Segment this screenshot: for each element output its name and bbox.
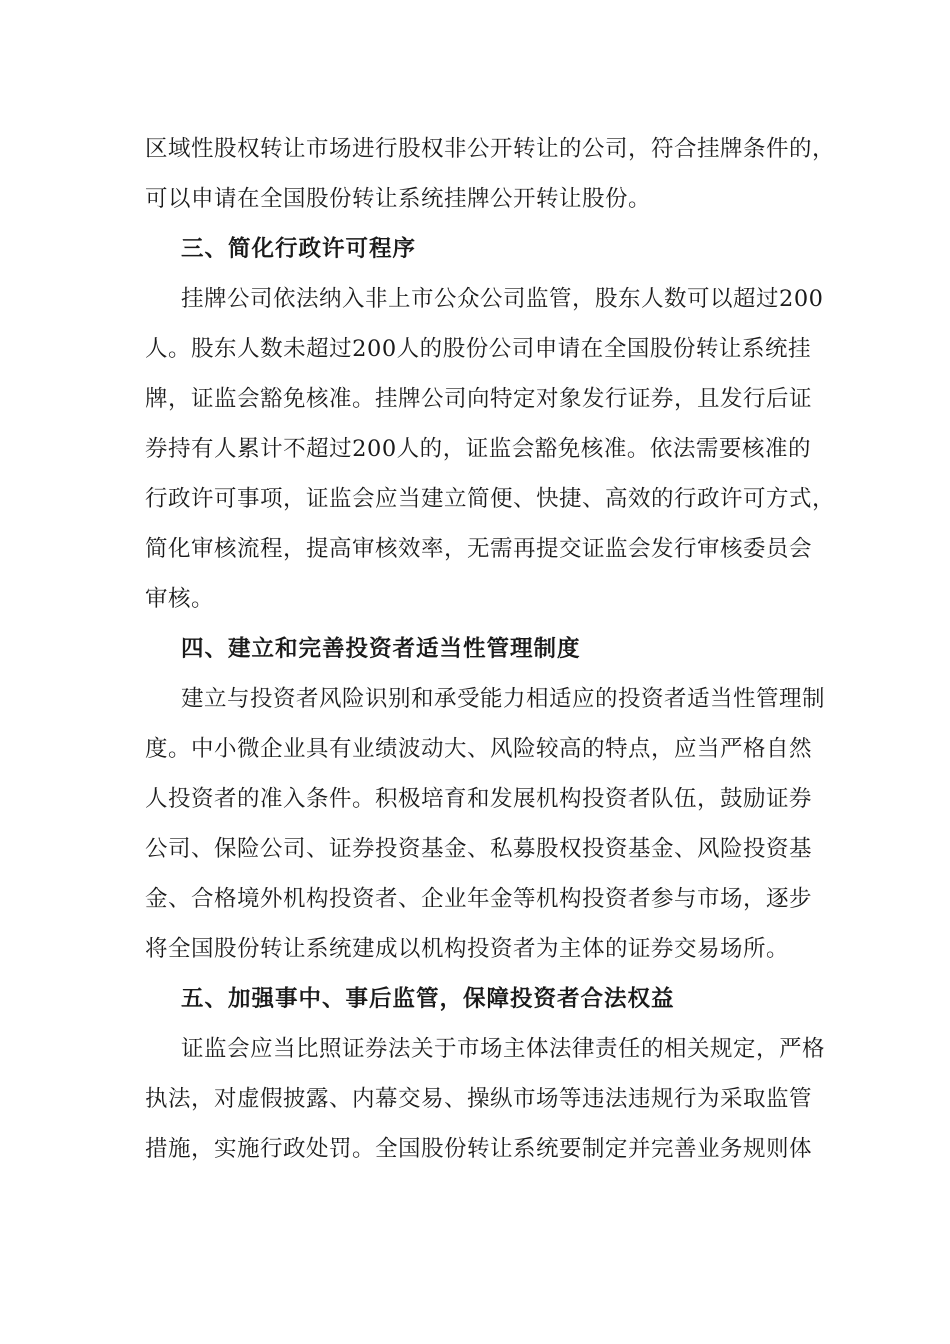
paragraph-line: 措施，实施行政处罚。全国股份转让系统要制定并完善业务规则体 [145,1136,813,1162]
paragraph-line: 可以申请在全国股份转让系统挂牌公开转让股份。 [145,186,652,212]
paragraph-line: 牌，证监会豁免核准。挂牌公司向特定对象发行证券，且发行后证 [145,386,813,412]
paragraph-line: 度。中小微企业具有业绩波动大、风险较高的特点，应当严格自然 [145,736,813,762]
paragraph-line: 公司、保险公司、证券投资基金、私募股权投资基金、风险投资基 [145,836,813,862]
paragraph-line: 人。股东人数未超过200人的股份公司申请在全国股份转让系统挂 [145,336,811,362]
paragraph-line: 券持有人累计不超过200人的，证监会豁免核准。依法需要核准的 [145,436,811,462]
paragraph-line: 证监会应当比照证券法关于市场主体法律责任的相关规定，严格 [181,1036,826,1062]
section-heading-5: 五、加强事中、事后监管，保障投资者合法权益 [181,986,675,1012]
section-heading-3: 三、简化行政许可程序 [181,236,417,262]
paragraph-line: 区域性股权转让市场进行股权非公开转让的公司，符合挂牌条件的， [145,136,836,162]
paragraph-line: 审核。 [145,586,215,612]
paragraph-line: 金、合格境外机构投资者、企业年金等机构投资者参与市场，逐步 [145,886,813,912]
paragraph-line: 简化审核流程，提高审核效率，无需再提交证监会发行审核委员会 [145,536,813,562]
paragraph-line: 行政许可事项，证监会应当建立简便、快捷、高效的行政许可方式， [145,486,836,512]
paragraph-line: 执法，对虚假披露、内幕交易、操纵市场等违法违规行为采取监管 [145,1086,813,1112]
paragraph-line: 建立与投资者风险识别和承受能力相适应的投资者适当性管理制 [181,686,826,712]
paragraph-line: 将全国股份转让系统建成以机构投资者为主体的证券交易场所。 [145,936,790,962]
paragraph-line: 挂牌公司依法纳入非上市公众公司监管，股东人数可以超过200 [181,286,824,312]
section-heading-4: 四、建立和完善投资者适当性管理制度 [181,636,581,662]
paragraph-line: 人投资者的准入条件。积极培育和发展机构投资者队伍，鼓励证券 [145,786,813,812]
